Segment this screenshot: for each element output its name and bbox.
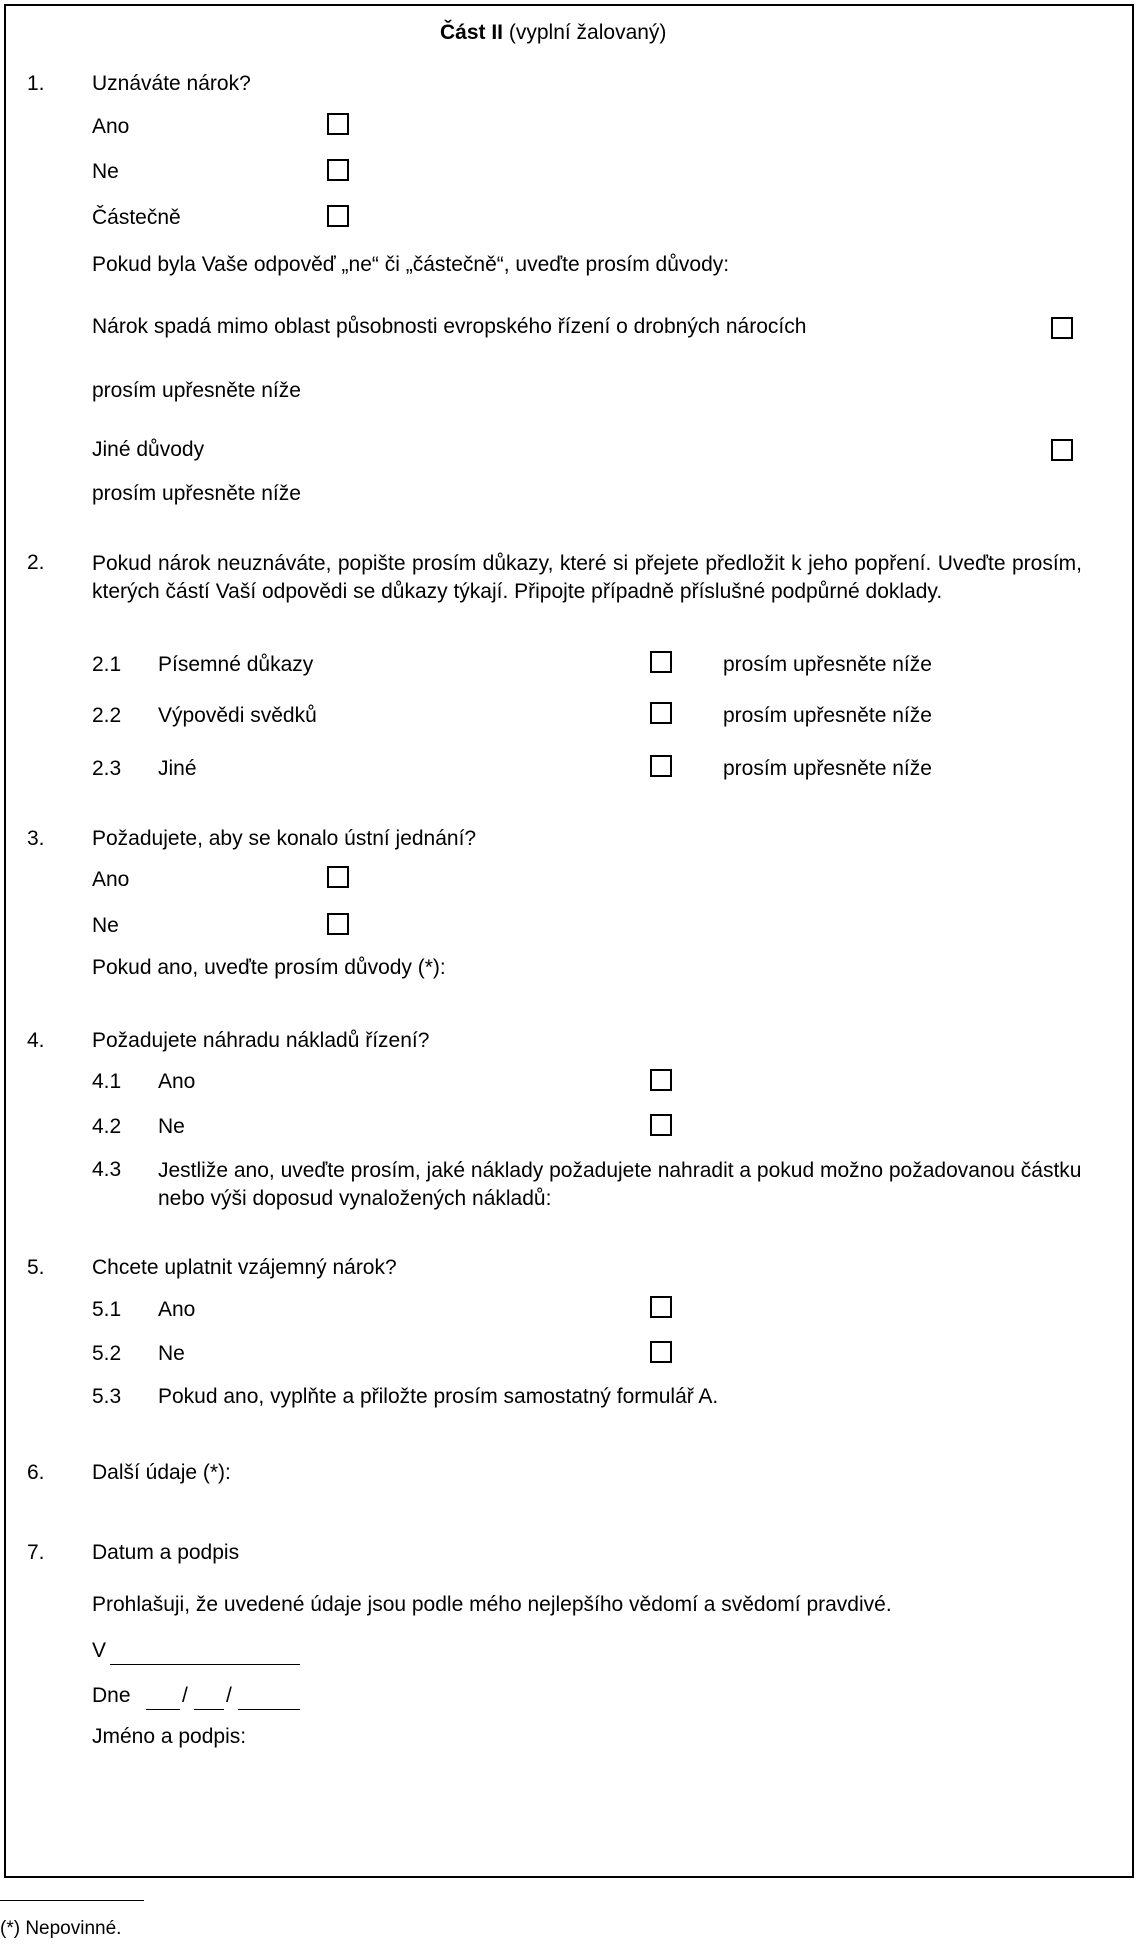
q3-ne-label: Ne — [92, 914, 119, 937]
q1-ne-label: Ne — [92, 160, 119, 183]
q5-item2-number: 5.2 — [92, 1342, 122, 1365]
date-month-blank[interactable] — [194, 1709, 224, 1710]
q3-ano-checkbox[interactable] — [327, 866, 349, 888]
q3-text: Požadujete, aby se konalo ústní jednání? — [92, 827, 477, 850]
q2-item3-number: 2.3 — [92, 757, 122, 780]
q1-reason2-label: Jiné důvody — [92, 438, 205, 461]
q3-ano-label: Ano — [92, 868, 130, 891]
q5-text: Chcete uplatnit vzájemný nárok? — [92, 1256, 397, 1279]
q2-item2-specify: prosím upřesněte níže — [723, 704, 932, 727]
q4-item2-label: Ne — [158, 1115, 185, 1138]
q7-text: Datum a podpis — [92, 1541, 240, 1564]
q5-number: 5. — [27, 1256, 45, 1279]
q5-item2-label: Ne — [158, 1342, 185, 1365]
footnote-separator — [0, 1900, 144, 1901]
q7-declaration: Prohlašuji, že uvedené údaje jsou podle mého nejlepšího vědomí a svědomí pravdivé. — [92, 1593, 892, 1616]
q1-ano-checkbox[interactable] — [327, 113, 349, 135]
q4-item2-number: 4.2 — [92, 1115, 122, 1138]
q4-item2-checkbox[interactable] — [650, 1114, 672, 1136]
part-title: Část II (vyplní žalovaný) — [440, 21, 667, 44]
date-separator-1: / — [182, 1684, 188, 1707]
date-day-blank[interactable] — [146, 1709, 180, 1710]
q4-item1-label: Ano — [158, 1070, 196, 1093]
q1-ano-label: Ano — [92, 115, 130, 138]
q2-item2-number: 2.2 — [92, 704, 122, 727]
q2-item1-checkbox[interactable] — [650, 651, 672, 673]
q2-item1-specify: prosím upřesněte níže — [723, 653, 932, 676]
q1-text: Uznáváte nárok? — [92, 72, 251, 95]
q2-item1-label: Písemné důkazy — [158, 653, 314, 676]
q1-reason1-label: Nárok spadá mimo oblast působnosti evropského řízení o drobných nárocích — [92, 315, 807, 338]
q3-reasons: Pokud ano, uveďte prosím důvody (*): — [92, 956, 446, 979]
q1-reason1-checkbox[interactable] — [1051, 317, 1073, 339]
q7-number: 7. — [27, 1541, 45, 1564]
q5-item3-text: Pokud ano, vyplňte a přiložte prosím samostatný formulář A. — [158, 1385, 719, 1408]
q5-item2-checkbox[interactable] — [650, 1341, 672, 1363]
q4-item1-checkbox[interactable] — [650, 1069, 672, 1091]
q2-item3-label: Jiné — [158, 757, 197, 780]
q1-specify2: prosím upřesněte níže — [92, 482, 301, 505]
q1-castecne-label: Částečně — [92, 206, 181, 229]
q4-item3-number: 4.3 — [92, 1158, 122, 1181]
q4-number: 4. — [27, 1029, 45, 1052]
q4-item3-text: Jestliže ano, uveďte prosím, jaké náklady požadujete nahradit a pokud možno požadovanou částku nebo výši doposud vynaložených nákladů: — [158, 1159, 1082, 1210]
q4-item1-number: 4.1 — [92, 1070, 122, 1093]
q2-number: 2. — [27, 551, 45, 574]
q7-place-label: V — [92, 1639, 107, 1662]
q5-item3-number: 5.3 — [92, 1385, 122, 1408]
place-blank-line[interactable] — [110, 1664, 300, 1665]
q3-ne-checkbox[interactable] — [327, 913, 349, 935]
q2-item3-specify: prosím upřesněte níže — [723, 757, 932, 780]
q2-text: Pokud nárok neuznáváte, popište prosím důkazy, které si přejete předložit k jeho popření. Uveďte prosím, kterých částí Vaší odpovědi se důkazy týkají. Připojte případně příslušné podpůrné doklady. — [92, 552, 1082, 603]
footnote: (*) Nepovinné. — [0, 1918, 122, 1939]
q2-item2-checkbox[interactable] — [650, 702, 672, 724]
q6-number: 6. — [27, 1461, 45, 1484]
q1-reason2-checkbox[interactable] — [1051, 439, 1073, 461]
q1-ne-checkbox[interactable] — [327, 159, 349, 181]
date-separator-2: / — [226, 1684, 232, 1707]
q3-number: 3. — [27, 827, 45, 850]
q1-specify1: prosím upřesněte níže — [92, 379, 301, 402]
q5-item1-checkbox[interactable] — [650, 1296, 672, 1318]
q7-date-label: Dne — [92, 1684, 131, 1707]
q5-item1-number: 5.1 — [92, 1298, 122, 1321]
q7-name-label: Jméno a podpis: — [92, 1725, 247, 1748]
q2-item3-checkbox[interactable] — [650, 755, 672, 777]
q1-castecne-checkbox[interactable] — [327, 205, 349, 227]
q2-item1-number: 2.1 — [92, 653, 122, 676]
q1-number: 1. — [27, 72, 45, 95]
q2-item2-label: Výpovědi svědků — [158, 704, 317, 727]
q4-text: Požadujete náhradu nákladů řízení? — [92, 1029, 430, 1052]
q6-text: Další údaje (*): — [92, 1461, 231, 1484]
date-year-blank[interactable] — [238, 1709, 300, 1710]
q1-reasons-prompt: Pokud byla Vaše odpověď „ne“ či „částečně“, uveďte prosím důvody: — [92, 253, 730, 276]
q5-item1-label: Ano — [158, 1298, 196, 1321]
